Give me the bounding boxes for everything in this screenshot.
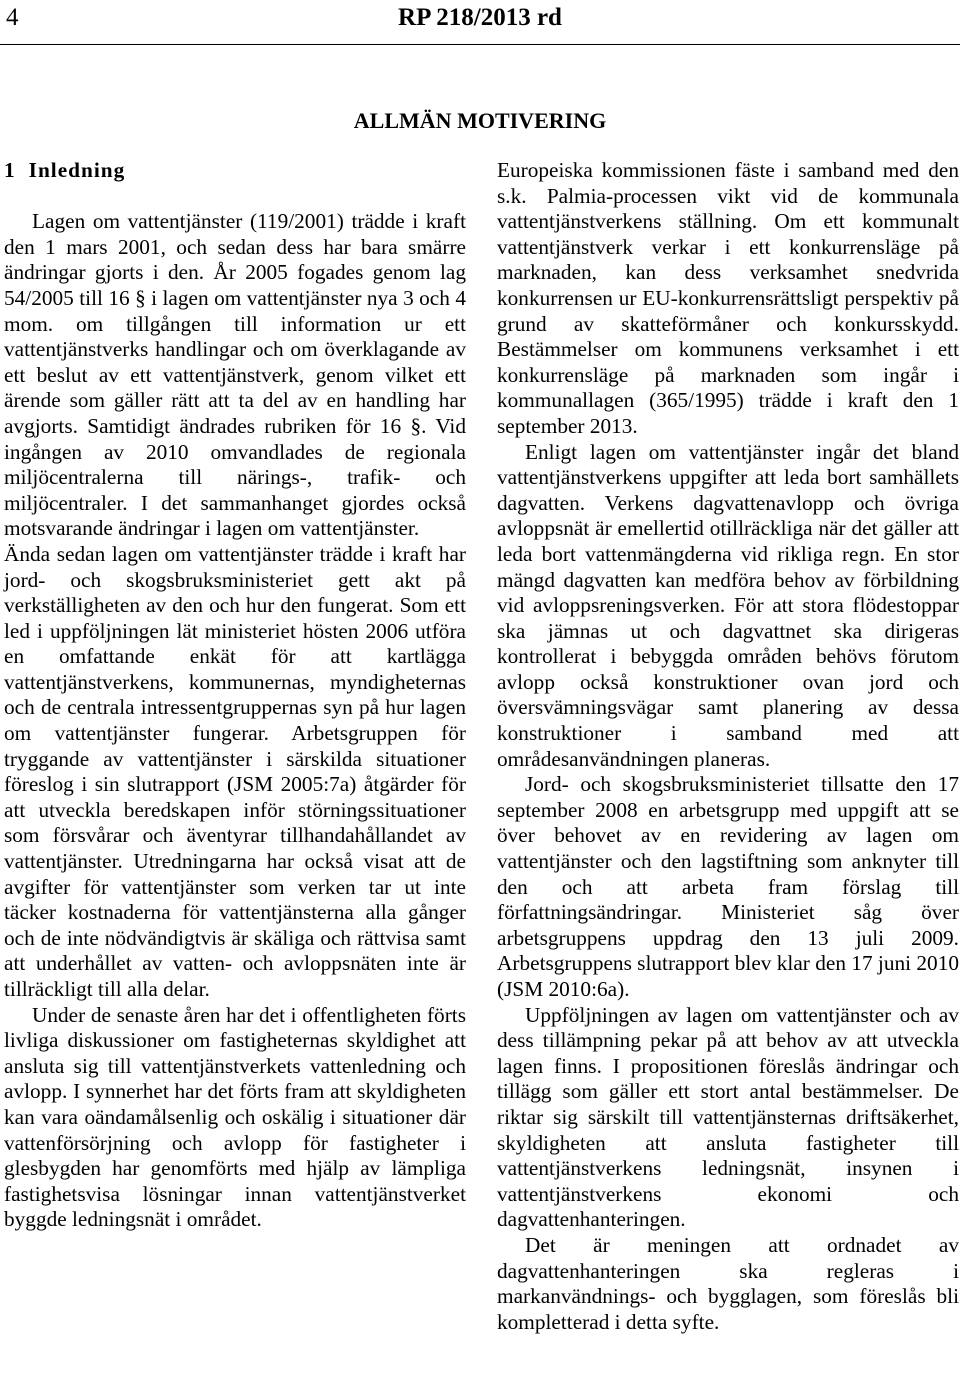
paragraph: Det är meningen att ordnadet av dagvattenhanteringen ska regleras i markanvändnings- och bygglagen, som föreslås bli kompletterad i detta syfte. <box>497 1232 959 1334</box>
left-column <box>4 158 466 1233</box>
paragraph: Ända sedan lagen om vattentjänster trädde i kraft har jord- och skogsbruksministeriet gett akt på verkställigheten av den och hur den fungerat. Som ett led i uppföljningen lät ministeriet hösten 2006 utföra en omfattande enkät för att kartlägga vattentjänstverkens, kommunernas, myndigheternas och de centrala intressentgruppernas syn på hur lagen om vattentjänster fungerar. Arbetsgruppen för tryggande av vattentjänster i särskilda situationer föreslog i sin slutrapport (JSM 2005:7a) åtgärder för att utveckla beredskapen inför störningssituationer som försvårar och äventyrar tillhandahållandet av vattentjänster. Utredningarna har också visat att de avgifter för vattentjänster som verken tar ut inte täcker kostnaderna för vattentjänsterna alla gånger och de inte nödvändigtvis är skäliga och rättvisa samt att underhållet av vatten- och avloppsnäten inte är tillräckligt till alla delar. <box>4 541 466 1001</box>
paragraph: Uppföljningen av lagen om vattentjänster och av dess tillämpning pekar på att behov av att utveckla lagen finns. I propositionen föreslås ändringar och tillägg som gäller ett stort antal bestämmelser. De riktar sig särskilt till vattentjänsternas driftsäkerhet, skyldigheten att ansluta fastigheter till vattentjänstverkens ledningsnät, insynen i vattentjänstverkens ekonomi och dagvattenhanteringen. <box>497 1002 959 1232</box>
paragraph: Enligt lagen om vattentjänster ingår det bland vattentjänstverkens uppgifter att leda bort samhällets dagvatten. Verkens dagvattenavlopp och övriga avloppsnät är emellertid otillräckliga när det gäller att leda bort vattenmängderna vid rikliga regn. En stor mängd dagvatten kan medföra behov av förbildning vid avloppsreningsverken. För att stora flödestoppar ska jämnas ut och dagvattnet ska dirigeras kontrollerat i bebyggda områden behövs förutom avlopp också konstruktioner ovan jord och översvämningsvägar samt planering av dessa konstruktioner i samband med att områdesanvändningen planeras. <box>497 439 959 771</box>
page-number: 4 <box>6 4 19 31</box>
right-column <box>497 158 959 1335</box>
paragraph: Under de senaste åren har det i offentligheten förts livliga diskussioner om fastigheternas skyldighet att ansluta sig till vattentjänstverkets vattenledning och avlopp. I synnerhet har det förts fram att skyldigheten kan vara oändamålsenlig och oskälig i situationer där vattenförsörjning och avlopp för fastigheter i glesbygden har genomförts med hjälp av lämpliga fastighetsvisa lösningar innan vattentjänstverket byggde ledningsnät i området. <box>4 1002 466 1232</box>
header-rule <box>0 44 960 45</box>
section-title: ALLMÄN MOTIVERING <box>353 108 607 133</box>
chapter-heading <box>4 158 466 184</box>
paragraph: Europeiska kommissionen fäste i samband med den s.k. Palmia-processen vikt vid de kommunala vattentjänstverkens ställning. Om ett kommunalt vattentjänstverk verkar i ett konkurrensläge på marknaden, kan dess verksamhet snedvrida konkurrensen ur EU-konkurrensrättsligt perspektiv på grund av skatteförmåner och konkursskydd. Bestämmelser om kommunens verksamhet i ett konkurrensläge på marknaden som ingår i kommunallagen (365/1995) trädde i kraft den 1 september 2013. <box>497 158 959 438</box>
chapter-title: Inledning <box>28 158 126 182</box>
document-reference: RP 218/2013 rd <box>398 4 562 31</box>
paragraph: Jord- och skogsbruksministeriet tillsatte den 17 september 2008 en arbetsgrupp med uppgift att se över behovet av en revidering av lagen om vattentjänster och den lagstiftning som anknyter till den och att arbeta fram förslag till författningsändringar. Ministeriet såg över arbetsgruppens uppdrag den 13 juli 2009. Arbetsgruppens slutrapport blev klar den 17 juni 2010 (JSM 2010:6a). <box>497 772 959 1001</box>
paragraph: Lagen om vattentjänster (119/2001) trädde i kraft den 1 mars 2001, och sedan dess har bara smärre ändringar gjorts i den. År 2005 fogades genom lag 54/2005 till 16 § i lagen om vattentjänster nya 3 och 4 mom. om tillgången till information ur ett vattentjänstverks handlingar och om överklagande av ett beslut av ett vattentjänstverk, genom vilket ett ärende som gäller rätt att ta del av en handling har avgjorts. Samtidigt ändrades rubriken för 16 §. Vid ingången av 2010 omvandlades de regionala miljöcentralerna till närings-, trafik- och miljöcentraler. I det sammanhanget gjordes också motsvarande ändringar i lagen om vattentjänster. <box>4 209 466 541</box>
chapter-number: 1 <box>4 158 15 182</box>
